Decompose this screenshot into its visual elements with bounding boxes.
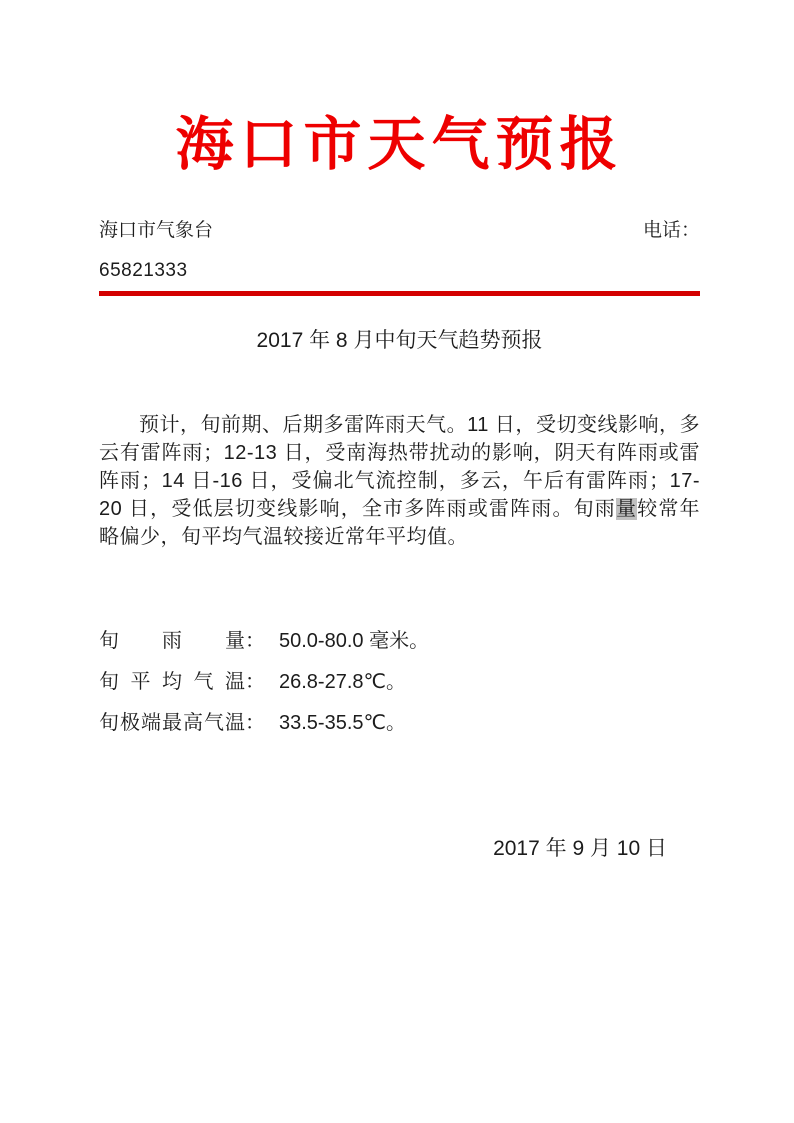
- stat-colon: ：: [245, 671, 265, 693]
- section-title: 2017 年 8 月中旬天气趋势预报: [256, 329, 543, 352]
- stat-label-extreme-max-temp: 旬极端最高气温: [99, 712, 245, 734]
- stats-block: [99, 627, 700, 737]
- main-title: 海口市天气预报: [175, 112, 624, 177]
- stat-value-extreme-max-temp: 33.5-35.5℃。: [279, 712, 406, 734]
- red-divider: [99, 291, 700, 296]
- phone-number: 65821333: [99, 260, 188, 281]
- stat-row-mean-temp: [99, 668, 700, 696]
- phone-label: 电话：: [642, 220, 700, 241]
- stat-colon: ：: [245, 630, 265, 652]
- stat-value-rainfall: 50.0-80.0 毫米。: [279, 630, 430, 652]
- highlighted-char: 量: [615, 498, 638, 520]
- header-row: [99, 220, 700, 242]
- forecast-paragraph: [99, 411, 700, 551]
- stat-value-mean-temp: 26.8-27.8℃。: [279, 671, 406, 693]
- stat-row-extreme-max-temp: [99, 709, 700, 737]
- issue-date: 2017 年 9 月 10 日: [493, 837, 667, 860]
- stat-label-rainfall: 旬雨量: [99, 630, 245, 652]
- stat-label-mean-temp: 旬平均气温: [99, 671, 245, 693]
- org-name: 海口市气象台: [99, 220, 214, 241]
- forecast-text-before: 预计，旬前期、后期多雷阵雨天气。11 日，受切变线影响，多云有雷阵雨；12-13 日，受南海热带扰动的影响，阴天有阵雨或雷阵雨；14 日-16 日，受偏北气流控制，多云，午后有雷阵雨；17-20 日，受低层切变线影响，全市多阵雨或雷阵雨。旬雨: [99, 414, 700, 520]
- stat-colon: ：: [245, 712, 265, 734]
- stat-row-rainfall: [99, 627, 700, 655]
- forecast-text-after: 较常年略偏少，旬平均气温较接近常年平均值。: [99, 498, 701, 548]
